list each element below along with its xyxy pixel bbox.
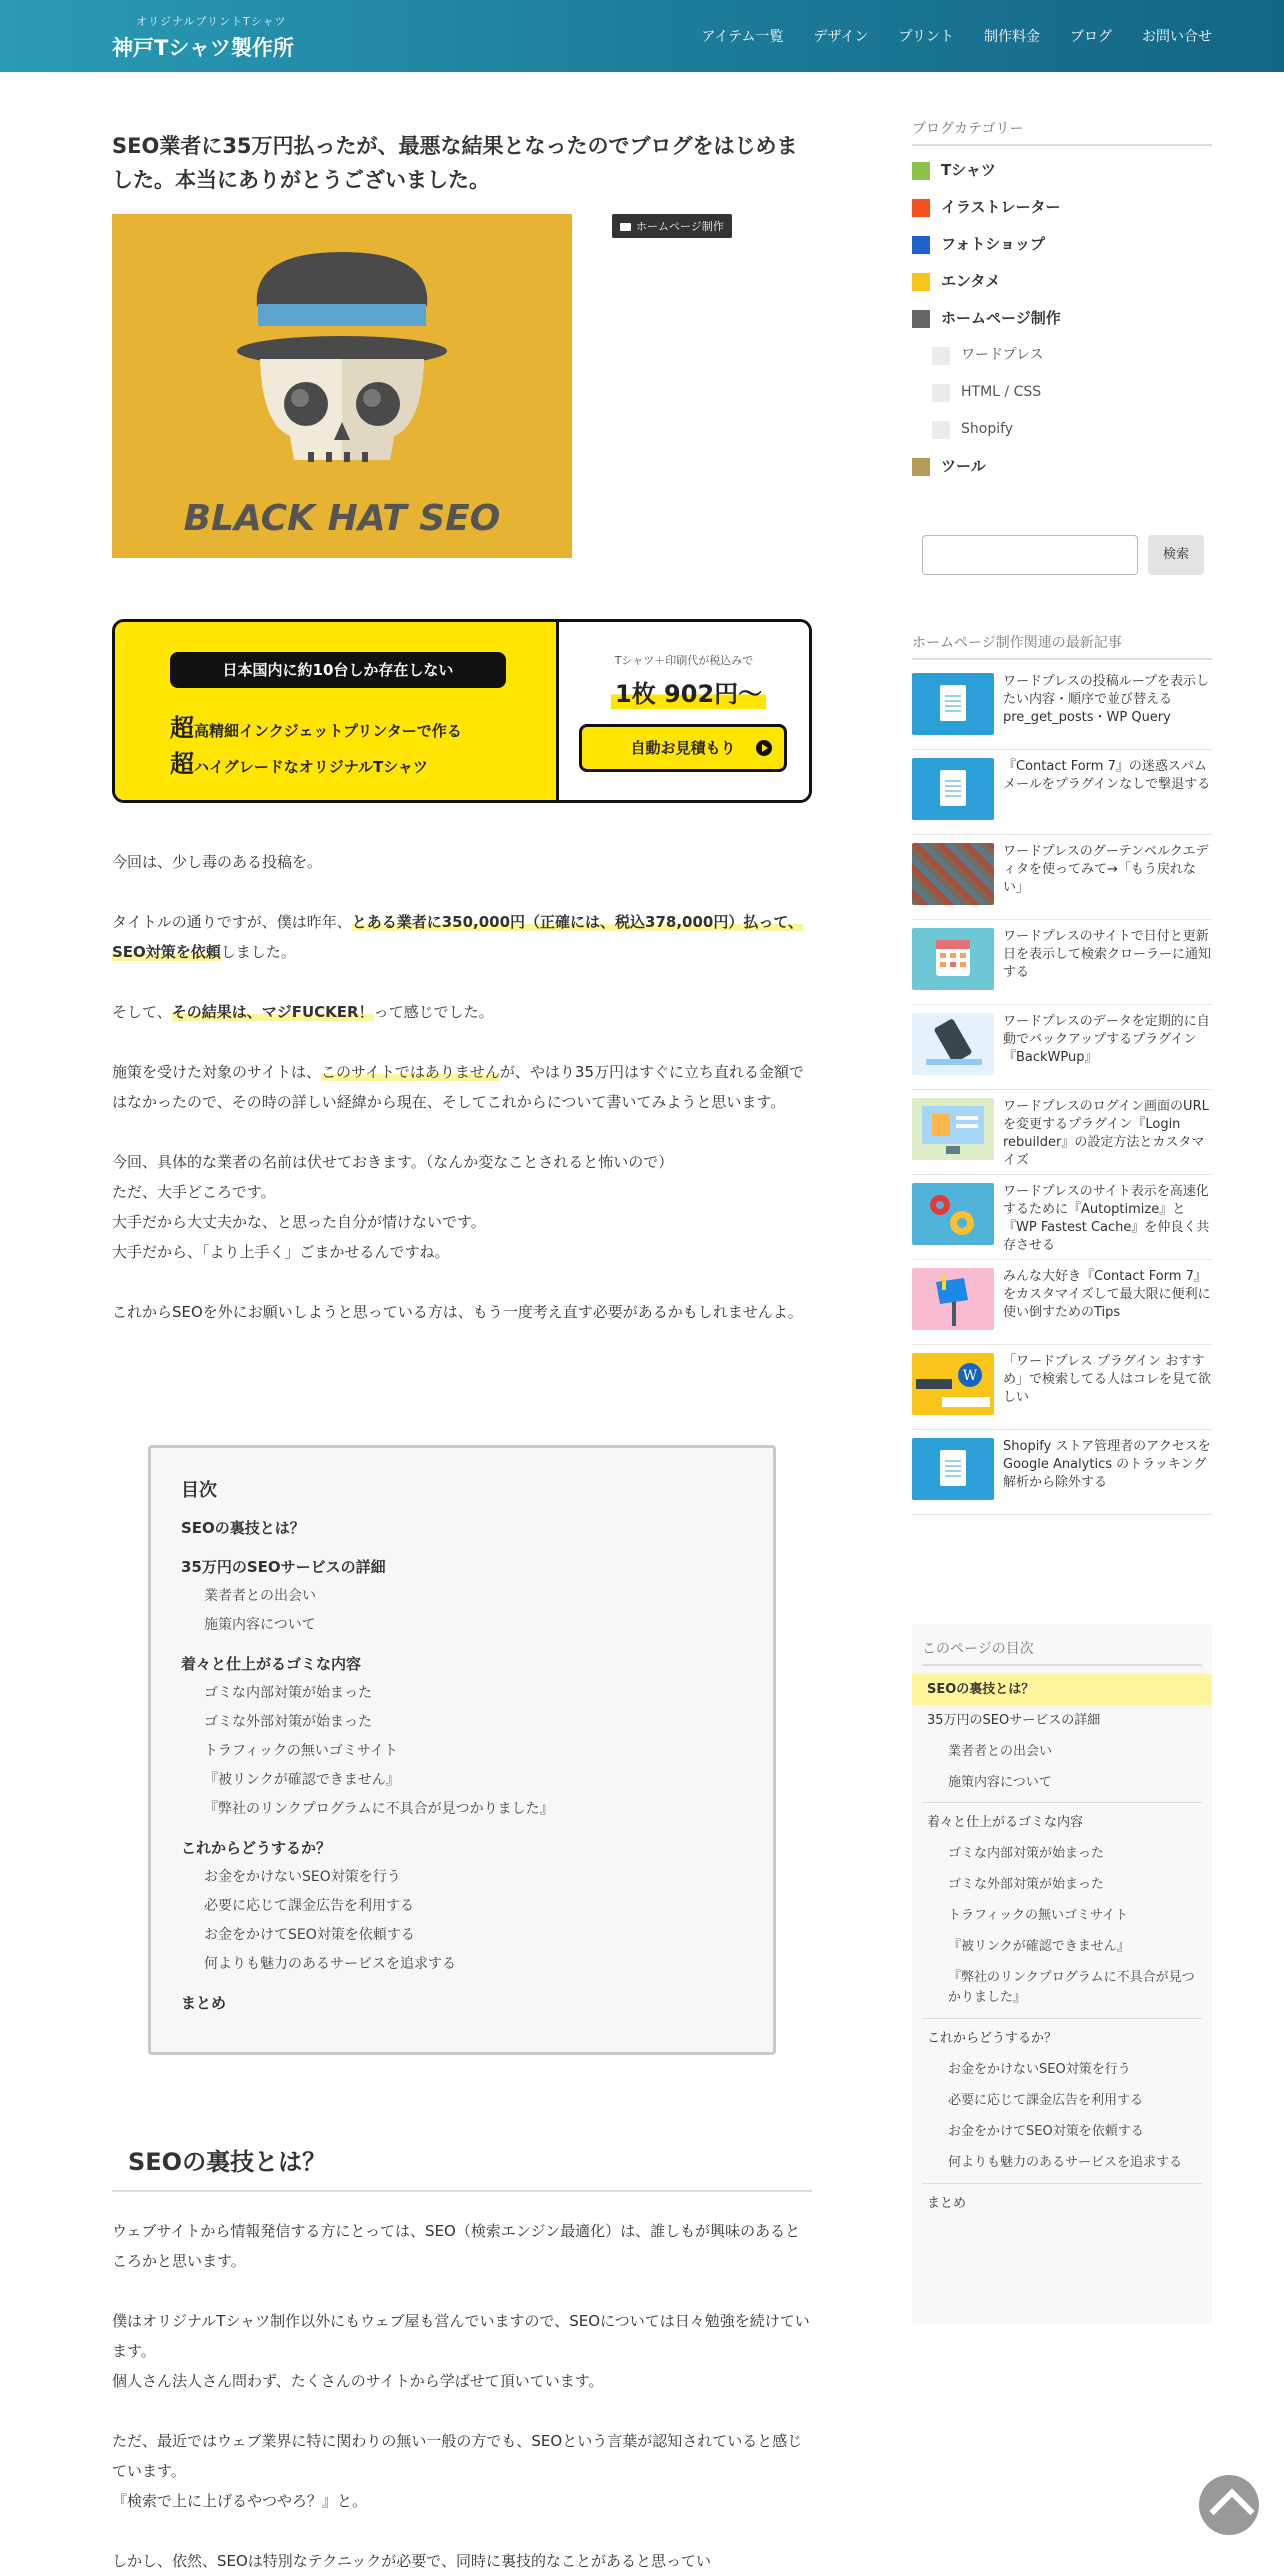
subcategory-label: Shopify bbox=[961, 421, 1014, 437]
category-color-swatch bbox=[912, 199, 930, 217]
document-icon bbox=[940, 1450, 966, 1486]
subcategory-item[interactable] bbox=[912, 411, 1212, 448]
text: タイトルの通りですが、僕は昨年、 bbox=[112, 913, 352, 931]
sidebar-toc-link[interactable]: 何よりも魅力のあるサービスを追求する bbox=[948, 2155, 1183, 2170]
toc-link[interactable]: 施策内容について bbox=[204, 1617, 316, 1633]
promo-super-1: 超 bbox=[170, 714, 194, 742]
category-item[interactable] bbox=[912, 448, 1212, 485]
category-item[interactable] bbox=[912, 300, 1212, 337]
category-color-swatch bbox=[912, 162, 930, 180]
promo-line-2 bbox=[170, 744, 428, 779]
site-logo-title[interactable]: 神戸Tシャツ製作所 bbox=[112, 36, 294, 60]
recent-post[interactable] bbox=[912, 835, 1212, 920]
recent-post-title: ワードプレスの投稿ループを表示したい内容・順序で並び替えるpre_get_posts・WP Query bbox=[1003, 674, 1210, 725]
subcategory-swatch bbox=[932, 384, 950, 402]
skull-hat-illustration bbox=[112, 214, 572, 558]
recent-post-title: 『Contact Form 7』の迷惑スパムメールをプラグインなしで撃退する bbox=[1003, 759, 1211, 792]
arrow-right-icon bbox=[756, 740, 772, 756]
recent-post[interactable] bbox=[912, 1430, 1212, 1515]
category-list bbox=[912, 152, 1212, 485]
text: が、やはり35万円はすぐに立ち直れる金額ではなかったので、その時の詳しい経緯から現在、そしてこれからについて書いてみようと思います。 bbox=[112, 1063, 804, 1111]
mailbox-thumbnail bbox=[912, 1268, 994, 1330]
text: ただ、大手どころです。 bbox=[112, 1183, 276, 1201]
subcategory-item[interactable] bbox=[912, 337, 1212, 374]
toc-link[interactable]: お金をかけてSEO対策を依頼する bbox=[204, 1927, 415, 1943]
recent-post-title: Shopify ストア管理者のアクセスを Google Analytics のトラッキング解析から除外する bbox=[1003, 1439, 1211, 1490]
text: 施策を受けた対象のサイトは、 bbox=[112, 1063, 321, 1081]
recent-post[interactable] bbox=[912, 1005, 1212, 1090]
recent-post[interactable] bbox=[912, 1175, 1212, 1260]
auto-quote-button[interactable] bbox=[579, 724, 787, 772]
category-item[interactable] bbox=[912, 226, 1212, 263]
section-body bbox=[112, 2216, 812, 2568]
promo-pill: 日本国内に約10台しか存在しない bbox=[170, 652, 506, 688]
promo-line-2-text: ハイグレードなオリジナルTシャツ bbox=[194, 758, 428, 776]
document-thumbnail bbox=[912, 758, 994, 820]
mailbox-icon bbox=[912, 1268, 994, 1330]
text: 僕はオリジナルTシャツ制作以外にもウェブ屋も営んでいますので、SEOについては日々勉強を続けています。 bbox=[112, 2312, 810, 2360]
highlight: このサイトではありません bbox=[320, 1063, 500, 1081]
toc-link[interactable]: 『弊社のリンクプログラムに不具合が見つかりました』 bbox=[204, 1801, 554, 1817]
search-input[interactable] bbox=[922, 535, 1138, 575]
recent-post[interactable] bbox=[912, 920, 1212, 1005]
sidebar-toc-link[interactable]: 業者者との出会い bbox=[948, 1744, 1053, 1759]
sidebar-toc-link[interactable]: まとめ bbox=[927, 2196, 967, 2211]
toc-link[interactable]: 必要に応じて課金広告を利用する bbox=[204, 1898, 414, 1914]
search-widget bbox=[922, 535, 1204, 575]
promo-super-2: 超 bbox=[170, 750, 194, 778]
calendar-icon bbox=[912, 928, 994, 990]
paragraph bbox=[112, 1147, 812, 1267]
post-category-label: ホームページ制作 bbox=[636, 220, 724, 233]
recent-post[interactable] bbox=[912, 665, 1212, 750]
monitor-icon bbox=[912, 1098, 994, 1160]
category-label: エンタメ bbox=[941, 272, 1001, 290]
sidebar-toc-link[interactable]: 施策内容について bbox=[948, 1775, 1052, 1790]
wordpress-plugin-thumbnail bbox=[912, 1353, 994, 1415]
recent-post-title: 「ワードプレス プラグイン おすすめ」で検索してる人はコレを見て欲しい bbox=[1003, 1354, 1212, 1405]
toc-title: 目次 bbox=[181, 1480, 217, 1501]
sidebar-toc-link[interactable]: ゴミな外部対策が始まった bbox=[948, 1877, 1105, 1892]
highlight: とある業者に350,000円（正確には、税込378,000円）払って、SEO対策を依頼 bbox=[112, 913, 804, 961]
text: って感じでした。 bbox=[373, 1003, 494, 1021]
svg-text:W: W bbox=[962, 1368, 978, 1384]
promo-line-1-text: 高精細インクジェットプリンターで作る bbox=[194, 722, 462, 740]
post-category-badge[interactable] bbox=[612, 214, 732, 238]
nav-print[interactable]: プリント bbox=[898, 29, 954, 45]
text: 今回、具体的な業者の名前は伏せておきます。（なんか変なことされると怖いので） bbox=[112, 1153, 674, 1171]
text: ただ、最近ではウェブ業界に特に関わりの無い一般の方でも、SEOという言葉が認知されていると感じています。 bbox=[112, 2432, 803, 2480]
category-heading: ブログカテゴリー bbox=[912, 118, 1212, 146]
toc-link[interactable]: 業者者との出会い bbox=[204, 1588, 316, 1604]
hero-caption: BLACK HAT SEO bbox=[183, 498, 501, 539]
subcategory-swatch bbox=[932, 347, 950, 365]
recent-posts-list bbox=[912, 665, 1212, 1515]
document-thumbnail bbox=[912, 673, 994, 735]
toc-link[interactable]: 『被リンクが確認できません』 bbox=[204, 1772, 400, 1788]
nav-items[interactable]: アイテム一覧 bbox=[701, 29, 784, 45]
hero-image-black-hat-seo bbox=[112, 214, 572, 558]
site-tagline: オリジナルプリントTシャツ bbox=[136, 15, 287, 28]
recent-post[interactable] bbox=[912, 1345, 1212, 1430]
mosaic-thumbnail bbox=[912, 843, 994, 905]
paragraph: 今回は、少し毒のある投稿を。 bbox=[112, 853, 323, 871]
toc-link[interactable]: トラフィックの無いゴミサイト bbox=[204, 1743, 398, 1759]
toc-link[interactable]: 着々と仕上がるゴミな内容 bbox=[181, 1655, 362, 1673]
subcategory-item[interactable] bbox=[912, 374, 1212, 411]
paragraph bbox=[112, 2426, 812, 2516]
promo-banner[interactable] bbox=[112, 619, 812, 803]
sidebar-toc-link[interactable]: 必要に応じて課金広告を利用する bbox=[948, 2093, 1144, 2108]
price-note: Tシャツ＋印刷代が税込みで bbox=[614, 654, 754, 667]
category-label: フォトショップ bbox=[941, 235, 1045, 253]
sidebar-toc-link[interactable]: ゴミな内部対策が始まった bbox=[948, 1846, 1105, 1861]
text: 大手だから大丈夫かな、と思った自分が情けないです。 bbox=[112, 1213, 486, 1231]
nav-blog[interactable]: ブログ bbox=[1070, 29, 1112, 45]
gear-icon bbox=[912, 1183, 994, 1245]
text: そして、 bbox=[112, 1003, 172, 1021]
paragraph bbox=[112, 997, 812, 1027]
toc-link[interactable]: まとめ bbox=[181, 1994, 227, 2012]
recent-post-title: ワードプレスのデータを定期的に自動でバックアップするプラグイン『BackWPup』 bbox=[1003, 1014, 1210, 1065]
sidebar-toc-link[interactable]: 35万円のSEOサービスの詳細 bbox=[927, 1713, 1101, 1728]
search-button[interactable]: 検索 bbox=[1148, 535, 1204, 575]
subcategory-swatch bbox=[932, 421, 950, 439]
post-title: SEO業者に35万円払ったが、最悪な結果となったのでブログをはじめました。本当にありがとうございました。 bbox=[112, 134, 798, 192]
promo-right-panel bbox=[559, 622, 809, 800]
back-to-top-button[interactable] bbox=[1199, 2475, 1259, 2535]
site-header bbox=[0, 0, 1284, 72]
highlight: その結果は、マジFUCKER！ bbox=[171, 1003, 374, 1021]
category-color-swatch bbox=[912, 236, 930, 254]
paragraph bbox=[112, 2306, 812, 2396]
toc-link[interactable]: 何よりも魅力のあるサービスを追求する bbox=[204, 1956, 456, 1972]
category-label: Tシャツ bbox=[941, 161, 996, 179]
document-icon bbox=[940, 770, 966, 806]
table-of-contents bbox=[148, 1445, 776, 2055]
category-widget bbox=[912, 118, 1212, 485]
sidebar-toc-link[interactable]: 着々と仕上がるゴミな内容 bbox=[927, 1815, 1084, 1830]
sidebar-toc-link[interactable]: 『弊社のリンクプログラムに不具合が見つかりました』 bbox=[948, 1970, 1195, 2005]
global-nav bbox=[701, 26, 1212, 46]
subcategory-label: ワードプレス bbox=[961, 347, 1044, 363]
calendar-thumbnail bbox=[912, 928, 994, 990]
text: しました。 bbox=[220, 943, 296, 961]
recent-post-title: ワードプレスのサイトで日付と更新日を表示して検索クローラーに通知する bbox=[1003, 929, 1212, 980]
backup-thumbnail bbox=[912, 1013, 994, 1075]
recent-post-title: ワードプレスのグーテンベルクエディタを使ってみて→「もう戻れない」 bbox=[1003, 844, 1209, 895]
document-thumbnail bbox=[912, 1438, 994, 1500]
text: 『検索で上に上げるやつやろ？』と。 bbox=[112, 2492, 368, 2510]
category-label: ホームページ制作 bbox=[941, 309, 1061, 327]
paragraph bbox=[112, 1057, 812, 1117]
paragraph: これからSEOを外にお願いしようと思っている方は、もう一度考え直す必要があるかもしれませんよ。 bbox=[112, 1303, 803, 1321]
toc-link[interactable]: ゴミな外部対策が始まった bbox=[204, 1714, 372, 1730]
subcategory-label: HTML / CSS bbox=[961, 384, 1042, 400]
sidebar-toc-link[interactable]: お金をかけないSEO対策を行う bbox=[948, 2062, 1131, 2077]
paragraph: しかし、依然、SEOは特別なテクニックが必要で、同時に裏技的なことがあると思ってい bbox=[112, 2552, 712, 2568]
paragraph: ウェブサイトから情報発信する方にとっては、SEO（検索エンジン最適化）は、誰しもが興味のあるところかと思います。 bbox=[112, 2222, 801, 2270]
toc-link[interactable]: お金をかけないSEO対策を行う bbox=[204, 1869, 401, 1885]
post-body bbox=[112, 847, 812, 1357]
sidebar-toc-link[interactable]: お金をかけてSEO対策を依頼する bbox=[948, 2124, 1144, 2139]
toc-link[interactable]: SEOの裏技とは？ bbox=[181, 1519, 305, 1537]
text: 大手だから、「より上手く」ごまかせるんですね。 bbox=[112, 1243, 450, 1261]
login-thumbnail bbox=[912, 1098, 994, 1160]
promo-line-1 bbox=[170, 708, 462, 743]
sidebar-toc-link[interactable]: トラフィックの無いゴミサイト bbox=[948, 1908, 1129, 1923]
category-color-swatch bbox=[912, 458, 930, 476]
toc-link[interactable]: これからどうするか？ bbox=[181, 1839, 332, 1857]
sidebar-toc bbox=[912, 1624, 1212, 2324]
auto-quote-label: 自動お見積もり bbox=[630, 739, 736, 757]
recent-post[interactable] bbox=[912, 1260, 1212, 1345]
nav-contact[interactable]: お問い合せ bbox=[1142, 29, 1212, 45]
recent-post[interactable] bbox=[912, 750, 1212, 835]
category-label: ツール bbox=[941, 457, 986, 475]
sidebar-toc-link[interactable]: 『被リンクが確認できません』 bbox=[948, 1939, 1130, 1954]
recent-post[interactable] bbox=[912, 1090, 1212, 1175]
phone-icon bbox=[912, 1013, 994, 1075]
recent-post-title: ワードプレスのログイン画面のURLを変更するプラグイン『Login rebuilder』の設定方法とカスタマイズ bbox=[1003, 1099, 1209, 1168]
sidebar-toc-link[interactable]: これからどうするか？ bbox=[927, 2031, 1058, 2046]
sidebar-toc-link-active[interactable]: SEOの裏技とは？ bbox=[912, 1674, 1212, 1705]
wordpress-plug-icon bbox=[912, 1353, 994, 1415]
category-item[interactable] bbox=[912, 152, 1212, 189]
category-color-swatch bbox=[912, 273, 930, 291]
recent-post-title: ワードプレスのサイト表示を高速化するために『Autoptimize』と『WP Fastest Cache』を仲良く共存させる bbox=[1003, 1184, 1210, 1253]
sidebar-toc-heading: このページの目次 bbox=[922, 1638, 1202, 1666]
category-color-swatch bbox=[912, 310, 930, 328]
paragraph bbox=[112, 907, 812, 967]
toc-link[interactable]: ゴミな内部対策が始まった bbox=[204, 1685, 372, 1701]
recent-post-title: みんな大好き『Contact Form 7』をカスタマイズして最大限に便利に使い倒すためのTips bbox=[1003, 1269, 1211, 1320]
section-heading: SEOの裏技とは？ bbox=[112, 2142, 812, 2192]
nav-pricing[interactable]: 制作料金 bbox=[984, 29, 1040, 45]
toc-link[interactable]: 35万円のSEOサービスの詳細 bbox=[181, 1558, 386, 1576]
text: 個人さん法人さん問わず、たくさんのサイトから学ばせて頂いています。 bbox=[112, 2372, 604, 2390]
category-item[interactable] bbox=[912, 189, 1212, 226]
price: 1枚 902円〜 bbox=[611, 674, 766, 709]
gears-thumbnail bbox=[912, 1183, 994, 1245]
folder-icon bbox=[620, 223, 631, 231]
promo-left-panel bbox=[115, 622, 559, 800]
recent-posts-heading: ホームページ制作関連の最新記事 bbox=[912, 632, 1212, 660]
document-icon bbox=[940, 685, 966, 721]
category-label: イラストレーター bbox=[941, 198, 1061, 216]
nav-design[interactable]: デザイン bbox=[813, 29, 869, 45]
category-item[interactable] bbox=[912, 263, 1212, 300]
